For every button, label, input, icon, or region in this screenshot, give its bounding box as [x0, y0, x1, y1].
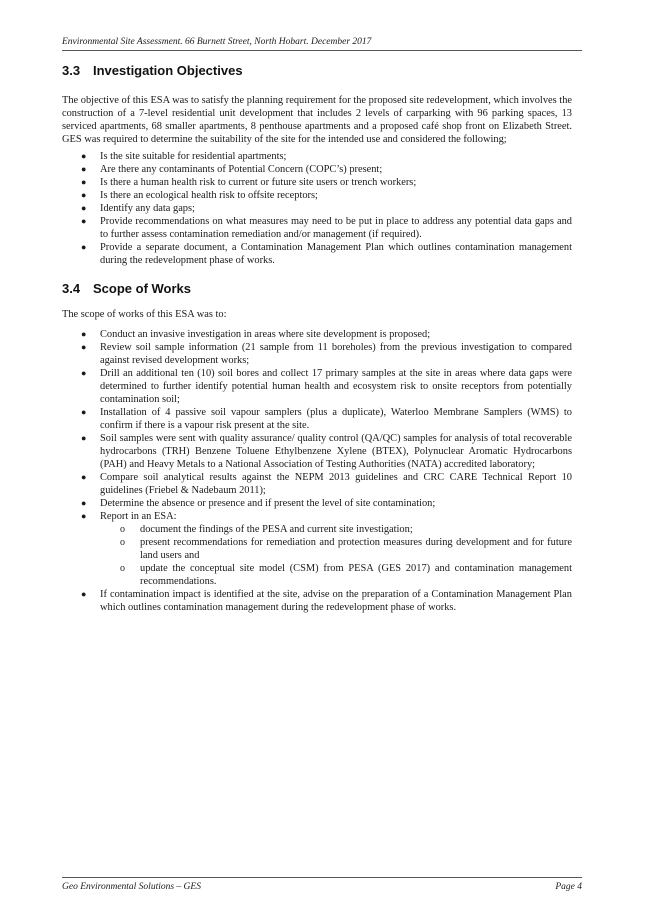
footer-page-number: Page 4: [555, 882, 582, 892]
section-number: 3.3: [62, 63, 81, 78]
list-item: [62, 341, 572, 367]
report-sub-list: [100, 523, 572, 588]
bullet-icon: ●: [81, 368, 87, 378]
bullet-icon: ●: [81, 151, 87, 161]
section-heading-3-4: [62, 281, 572, 296]
list-item: [62, 497, 572, 510]
scope-list: [62, 328, 572, 614]
bullet-icon: ●: [81, 177, 87, 187]
list-item-text: Is there a human health risk to current or future site users or trench workers;: [100, 177, 417, 188]
list-item-text: Review soil sample information (21 sample from 11 boreholes) from the previous investigation to compared against revised development works;: [100, 342, 572, 366]
sub-bullet-icon: o: [120, 537, 125, 548]
list-item: [62, 241, 572, 267]
page-footer: [62, 877, 582, 892]
list-item-text: Compare soil analytical results against the NEPM 2013 guidelines and CRC CARE Technical Report 10 guidelines (Friebel & Nadebaum 2011);: [100, 472, 572, 496]
objectives-list: [62, 150, 572, 267]
list-item-text: Is there an ecological health risk to offsite receptors;: [100, 190, 318, 201]
list-item: [62, 471, 572, 497]
list-item-text: Is the site suitable for residential apartments;: [100, 151, 287, 162]
section-title: Scope of Works: [93, 281, 192, 296]
list-item-text: Soil samples were sent with quality assurance/ quality control (QA/QC) samples for analysis of total recoverable hydrocarbons (TRH) Benzene Toluene Ethylbenzene Xylene (BTEX), Polynuclear Aromatic Hydrocarbons (PAH) and Heavy Metals to a National Association of Testing Authorities (NATA) accredited laboratory;: [100, 433, 572, 470]
list-item-text: Installation of 4 passive soil vapour samplers (plus a duplicate), Waterloo Membrane Samplers (WMS) to confirm if there is a vapour risk present at the site.: [100, 407, 572, 431]
sub-list-item-text: present recommendations for remediation and protection measures during development and for future land users and: [140, 537, 572, 561]
list-item-text: Conduct an invasive investigation in areas where site development is proposed;: [100, 329, 431, 340]
bullet-icon: ●: [81, 190, 87, 200]
section-number: 3.4: [62, 281, 81, 296]
list-item-text: Report in an ESA:: [100, 511, 177, 522]
bullet-icon: ●: [81, 472, 87, 482]
page-header: Environmental Site Assessment. 66 Burnett Street, North Hobart. December 2017: [62, 37, 582, 51]
sub-bullet-icon: o: [120, 563, 125, 574]
list-item: [62, 189, 572, 202]
list-item: [62, 328, 572, 341]
list-item-text: Drill an additional ten (10) soil bores and collect 17 primary samples at the site in areas where data gaps were determined to further identify potential human health and ecosystem risk to onsite receptors from potentially contamination soil;: [100, 368, 572, 405]
list-item: [62, 510, 572, 588]
bullet-icon: ●: [81, 203, 87, 213]
list-item: [62, 202, 572, 215]
list-item-text: Provide a separate document, a Contamination Management Plan which outlines contamination management during the redevelopment phase of works.: [100, 242, 572, 266]
bullet-icon: ●: [81, 511, 87, 521]
list-item: [62, 406, 572, 432]
bullet-icon: ●: [81, 407, 87, 417]
list-item: [62, 176, 572, 189]
list-item: [62, 215, 572, 241]
sub-list-item: [100, 562, 572, 588]
sub-list-item: [100, 536, 572, 562]
bullet-icon: ●: [81, 342, 87, 352]
sub-bullet-icon: o: [120, 524, 125, 535]
scope-intro: The scope of works of this ESA was to:: [62, 309, 227, 320]
list-item-text: If contamination impact is identified at the site, advise on the preparation of a Contamination Management Plan which outlines contamination management during the redevelopment phase of works.: [100, 589, 572, 613]
bullet-icon: ●: [81, 242, 87, 252]
section-heading-3-3: [62, 63, 572, 78]
bullet-icon: ●: [81, 329, 87, 339]
sub-list-item: [100, 523, 572, 536]
list-item-text: Determine the absence or presence and if present the level of site contamination;: [100, 498, 436, 509]
page-content: [62, 60, 572, 614]
bullet-icon: ●: [81, 433, 87, 443]
section-title: Investigation Objectives: [93, 63, 243, 78]
footer-company: Geo Environmental Solutions – GES: [62, 882, 201, 892]
sub-list-item-text: document the findings of the PESA and current site investigation;: [140, 524, 413, 535]
list-item: [62, 163, 572, 176]
bullet-icon: ●: [81, 589, 87, 599]
list-item: [62, 150, 572, 163]
list-item-text: Provide recommendations on what measures may need to be put in place to address any potential data gaps and to further assess contamination remediation and/or management (if required).: [100, 216, 572, 240]
list-item: [62, 367, 572, 406]
bullet-icon: ●: [81, 498, 87, 508]
list-item: [62, 588, 572, 614]
bullet-icon: ●: [81, 216, 87, 226]
list-item-text: Identify any data gaps;: [100, 203, 195, 214]
sub-list-item-text: update the conceptual site model (CSM) from PESA (GES 2017) and contamination management recommendations.: [140, 563, 572, 587]
bullet-icon: ●: [81, 164, 87, 174]
list-item-text: Are there any contaminants of Potential Concern (COPC’s) present;: [100, 164, 383, 175]
objectives-paragraph: The objective of this ESA was to satisfy the planning requirement for the proposed site redevelopment, which involves the construction of a 7-level residential unit development that includes 2 levels of carparking with 96 parking spaces, 13 serviced apartments, 68 smaller apartments, 8 penthouse apartments and a proposed café shop front on Elizabeth Street. GES was required to determine the suitability of the site for the intended use and considered the following;: [62, 95, 572, 145]
list-item: [62, 432, 572, 471]
